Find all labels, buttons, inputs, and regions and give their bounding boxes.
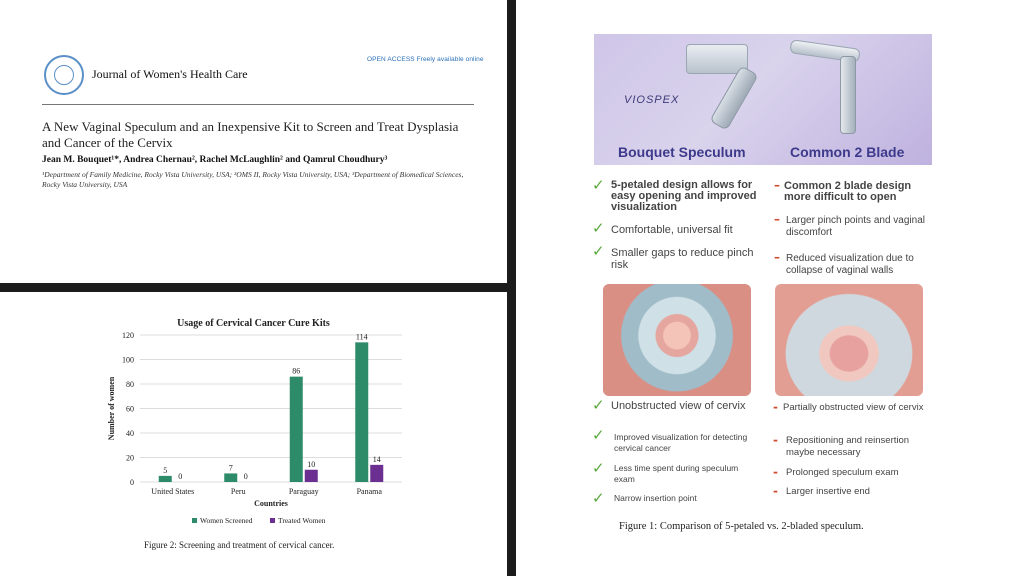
left-point: Comfortable, universal fit [611, 224, 733, 236]
data-label: 14 [372, 454, 381, 464]
legend-swatch [192, 518, 197, 523]
y-tick-label: 40 [126, 429, 134, 438]
check-icon: ✓ [592, 489, 605, 507]
bar-women-screened [224, 473, 237, 482]
label-common-2-blade: Common 2 Blade [790, 144, 905, 160]
check-icon: ✓ [592, 176, 605, 194]
paper-title: A New Vaginal Speculum and an Inexpensive Kit to Screen and Treat Dysplasia and Cancer of the Cervix [42, 119, 459, 150]
left-point: Smaller gaps to reduce pinch risk [611, 247, 754, 271]
legend-entry: Women Screened [200, 516, 253, 525]
dash-icon: - [773, 465, 778, 479]
right-point: Common 2 blade design more difficult to open [784, 180, 912, 203]
dash-icon: – [774, 250, 780, 264]
bar-treated-women [370, 465, 383, 482]
data-label: 114 [355, 332, 368, 342]
chart-title: Usage of Cervical Cancer Cure Kits [177, 318, 330, 329]
bar-treated-women [305, 470, 318, 482]
two-blade-cervix-view-image [775, 284, 923, 396]
open-access-label: OPEN ACCESS Freely available online [367, 56, 484, 63]
bar-chart [100, 330, 420, 535]
right-point: Repositioning and reinsertion maybe necessary [786, 435, 910, 458]
header-divider [42, 104, 474, 105]
right-point: Larger pinch points and vaginal discomfort [786, 215, 925, 238]
dash-icon: - [773, 433, 778, 447]
check-icon: ✓ [592, 426, 605, 444]
legend-swatch [270, 518, 275, 523]
check-icon: ✓ [592, 396, 605, 414]
x-tick-label: Panama [356, 487, 382, 496]
dash-icon: – [774, 212, 780, 226]
left-point: Improved visualization for detecting cervical cancer [614, 432, 748, 453]
x-tick-label: United States [151, 487, 195, 496]
bar-women-screened [159, 476, 172, 482]
data-label: 7 [228, 463, 233, 473]
author-affiliations: ¹Department of Family Medicine, Rocky Vista University, USA; ²OMS II, Rocky Vista University, USA; ³Department of Biomedical Sciences, Rocky Vista University, USA [42, 170, 464, 189]
data-label: 0 [178, 472, 183, 481]
y-tick-label: 80 [126, 380, 134, 389]
label-bouquet-speculum: Bouquet Speculum [618, 144, 746, 160]
y-tick-label: 60 [126, 404, 134, 414]
legend-entry: Treated Women [278, 516, 326, 525]
bouquet-cervix-view-image [603, 284, 751, 396]
right-point: Partially obstructed view of cervix [783, 402, 924, 413]
left-point: Narrow insertion point [614, 493, 697, 503]
dash-icon: - [773, 484, 778, 498]
data-label: 5 [163, 465, 168, 475]
left-point: 5-petaled design allows for easy opening and improved visualization [611, 179, 757, 213]
y-tick-label: 0 [130, 478, 134, 487]
data-label: 86 [292, 366, 301, 376]
speculum-product-image [594, 34, 932, 165]
journal-logo-icon [44, 55, 84, 95]
bar-women-screened [355, 342, 368, 482]
x-tick-label: Peru [230, 487, 246, 496]
check-icon: ✓ [592, 459, 605, 477]
x-axis-label: Countries [254, 499, 288, 508]
right-point: Reduced visualization due to collapse of vaginal walls [786, 253, 914, 276]
figure-2-caption: Figure 2: Screening and treatment of cervical cancer. [144, 540, 335, 550]
dash-icon: - [773, 400, 778, 414]
check-icon: ✓ [592, 242, 605, 260]
journal-name: Journal of Women's Health Care [92, 67, 248, 81]
left-point: Unobstructed view of cervix [611, 400, 746, 412]
data-label: 0 [243, 472, 248, 481]
y-tick-label: 20 [126, 453, 134, 463]
right-point: Prolonged speculum exam [786, 467, 899, 478]
brand-logo: VIOSPEX [624, 94, 680, 106]
y-tick-label: 100 [122, 355, 134, 365]
left-point: Less time spent during speculum exam [614, 463, 739, 484]
dash-icon: – [774, 178, 780, 192]
data-label: 10 [307, 459, 316, 469]
check-icon: ✓ [592, 219, 605, 237]
bar-women-screened [290, 377, 303, 482]
right-point: Larger insertive end [786, 486, 870, 497]
figure-1-caption: Figure 1: Comparison of 5-petaled vs. 2-bladed speculum. [619, 521, 864, 532]
y-axis-label: Number of women [107, 376, 116, 441]
paper-authors: Jean M. Bouquet¹*, Andrea Chernau², Rachel McLaughlin² and Qamrul Choudhury³ [42, 155, 388, 165]
x-tick-label: Paraguay [288, 487, 319, 496]
y-tick-label: 120 [122, 331, 134, 340]
